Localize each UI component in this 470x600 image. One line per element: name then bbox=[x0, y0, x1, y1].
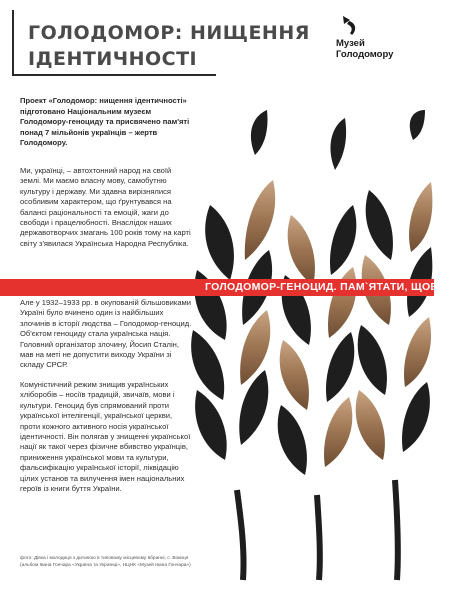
credit-line2: (альбом Івана Гончара «Україна та Українці», НЦНК «Музей Івана Гончара») bbox=[20, 563, 191, 568]
title-frame bbox=[12, 10, 310, 76]
slogan-banner bbox=[0, 279, 470, 296]
slogan-text: ГОЛОДОМОР-ГЕНОЦИД. ПАМ`ЯТАТИ, ЩОБ БУТИ bbox=[205, 281, 470, 293]
logo-line1: Музей bbox=[336, 38, 365, 49]
wheat-ear-middle bbox=[278, 118, 357, 580]
intro-text: Проект «Голодомор: нищення ідентичності» підготовано Національним музеєм Голодомору-геноциду та присвячено пам'яті понад 7 мільйонів українців – жертв Голодомору. bbox=[20, 96, 190, 148]
credit-line1: фото: Дівка і молодиця з дитиною в типовому місцевому вбранні, с. Вокиця bbox=[20, 556, 189, 561]
body-paragraph-3: Комуністичний режим знищив українських хліборобів – носіїв традицій, звичаїв, мови і культури. Геноцид був спрямований проти української інтелігенції, української церкви, проти кожного активного носія української ідентичності. Він полягав у знищенні української нації як такої через фізичне вбивство українців, приниження української мови та культури, фальсифікацію української історії, ліквідацію цілих установ та вилучення імен національних героїв із книги буття України. bbox=[20, 380, 191, 494]
wheat-ear-right bbox=[356, 110, 433, 580]
body-paragraph-1: Ми, українці, – автохтонний народ на своїй землі. Ми маємо власну мову, самобутню культуру і державу. Ми здавна вирізнялися особливим характером, що ґрунтувався на балансі раціональності та емоцій, жаги до свободи і працелюбності. Внаслідок наших державотворчих змагань 100 років тому на карті світу з'явилася Українська Народна Республіка. bbox=[20, 166, 191, 248]
page-title-line2: ІДЕНТИЧНОСТІ bbox=[28, 48, 198, 70]
wheat-ear-left bbox=[191, 110, 275, 580]
body-paragraph-2: Але у 1932–1933 рр. в окупованій більшовиками Україні було вчинено один із найбільших злочинів в історії людства – Голодомор-геноцид. Об'єктом геноциду стала українська нація. Головний організатор злочину, Йосип Сталін, мав на меті не допустити виходу України зі складу СРСР. bbox=[20, 298, 192, 370]
museum-logo-icon bbox=[340, 14, 360, 36]
page-title-line1: ГОЛОДОМОР: НИЩЕННЯ bbox=[28, 22, 310, 44]
logo-line2: Голодомору bbox=[336, 49, 394, 60]
museum-logo-text bbox=[336, 38, 393, 60]
wheat-ears-illustration bbox=[185, 110, 434, 580]
